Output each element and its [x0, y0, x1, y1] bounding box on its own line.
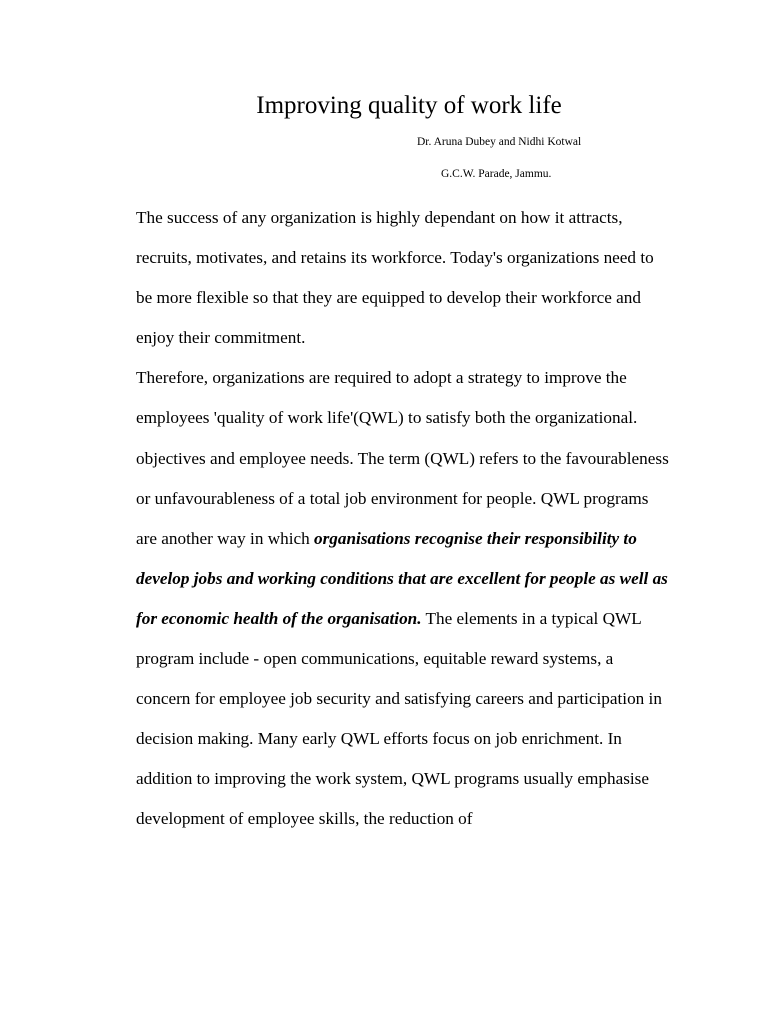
body-text — [136, 198, 692, 840]
paper-title: Improving quality of work life — [256, 92, 562, 119]
paper-authors: Dr. Aruna Dubey and Nidhi Kotwal — [417, 136, 582, 148]
paper-affiliation: G.C.W. Parade, Jammu. — [441, 168, 552, 180]
text-line: or unfavourableness of a total job environment for people. QWL programs — [136, 488, 649, 508]
text-line: are another way in which organisations recognise their responsibility to — [136, 528, 637, 548]
emphasized-text: organisations recognise their responsibility to — [314, 528, 637, 548]
emphasized-text: develop jobs and working conditions that are excellent for people as well as — [136, 568, 668, 588]
text-line: enjoy their commitment. — [136, 328, 306, 348]
text-line: concern for employee job security and satisfying careers and participation in — [136, 689, 662, 709]
text-line: for economic health of the organisation. The elements in a typical QWL — [136, 608, 642, 628]
text-line: addition to improving the work system, QWL programs usually emphasise — [136, 769, 649, 789]
text-line: be more flexible so that they are equipped to develop their workforce and — [136, 288, 641, 308]
emphasized-text: for economic health of the organisation. — [136, 608, 422, 628]
text-line: recruits, motivates, and retains its workforce. Today's organizations need to — [136, 248, 654, 268]
text-line: development of employee skills, the reduction of — [136, 809, 473, 829]
text-line: employees 'quality of work life'(QWL) to satisfy both the organizational. — [136, 408, 638, 428]
text-line — [136, 559, 692, 599]
text-line: Therefore, organizations are required to adopt a strategy to improve the — [136, 368, 627, 388]
text-line: The success of any organization is highly dependant on how it attracts, — [136, 208, 623, 227]
text-line: program include - open communications, equitable reward systems, a — [136, 649, 614, 669]
text-line: objectives and employee needs. The term (QWL) refers to the favourableness — [136, 448, 669, 468]
text-line: decision making. Many early QWL efforts focus on job enrichment. In — [136, 729, 622, 749]
